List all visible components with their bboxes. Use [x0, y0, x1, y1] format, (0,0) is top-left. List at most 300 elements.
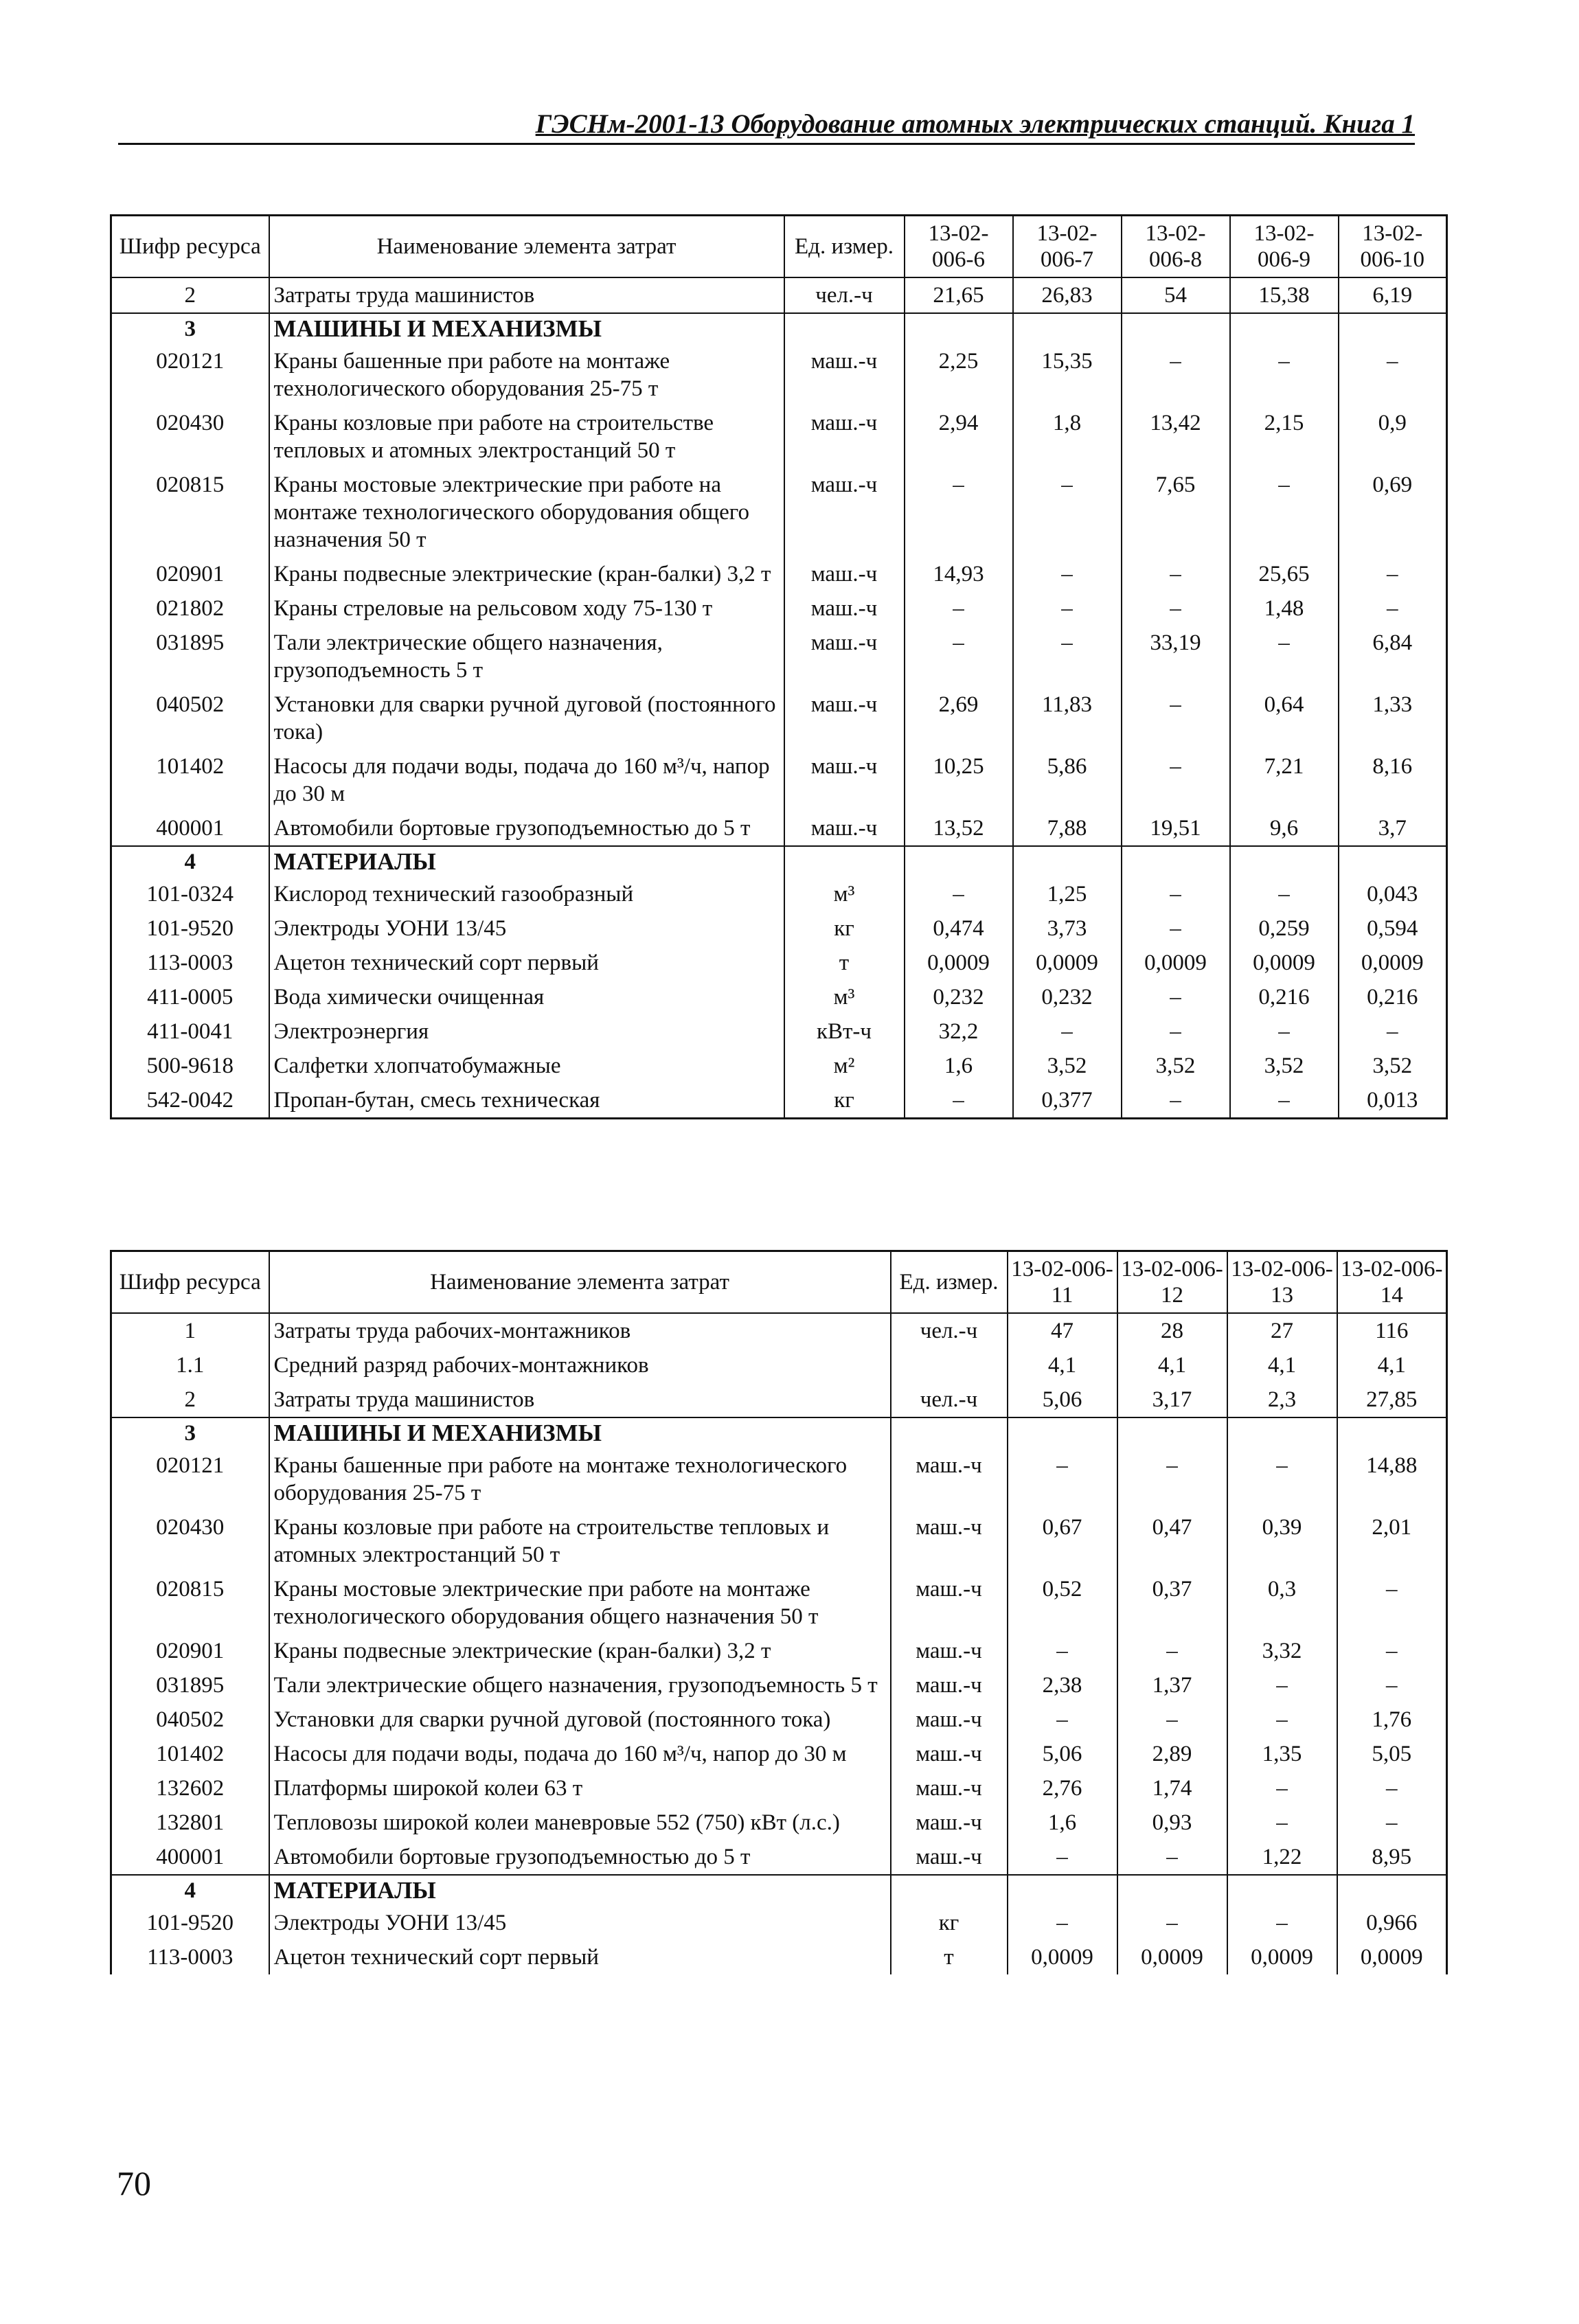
resource-code-cell: 542-0042: [111, 1083, 269, 1119]
value-cell: 1,35: [1227, 1737, 1337, 1771]
resource-name-cell: Электроэнергия: [269, 1014, 784, 1049]
resource-name-cell: Тали электрические общего назначения, грузоподъемность 5 т: [269, 1668, 891, 1702]
table-row: [111, 1906, 1447, 1940]
value-cell: 0,0009: [1337, 1940, 1447, 1974]
page-number: 70: [117, 2164, 151, 2202]
resource-code-cell: 020430: [111, 1510, 269, 1572]
column-header-name: Наименование элемента затрат: [269, 216, 784, 278]
value-cell: [1339, 313, 1447, 344]
value-cell: 25,65: [1230, 557, 1339, 591]
resource-code-cell: 021802: [111, 591, 269, 626]
page-header-title: ГЭСНм-2001-13 Оборудование атомных электрических станций. Книга 1: [535, 109, 1415, 139]
value-cell: 0,0009: [1227, 1940, 1337, 1974]
resource-code-cell: 400001: [111, 811, 269, 846]
value-cell: 0,37: [1117, 1572, 1227, 1634]
value-cell: 32,2: [905, 1014, 1013, 1049]
resource-code-cell: 400001: [111, 1840, 269, 1875]
value-cell: –: [1122, 591, 1230, 626]
column-header-code: Шифр ресурса: [111, 216, 269, 278]
unit-cell: [891, 1348, 1008, 1382]
resource-code-cell: 500-9618: [111, 1049, 269, 1083]
resource-code-cell: 113-0003: [111, 946, 269, 980]
value-cell: 33,19: [1122, 626, 1230, 687]
value-cell: 4,1: [1227, 1348, 1337, 1382]
value-cell: 2,76: [1008, 1771, 1117, 1805]
value-cell: –: [1122, 1014, 1230, 1049]
table-row: [111, 1348, 1447, 1382]
unit-cell: маш.-ч: [891, 1771, 1008, 1805]
value-cell: 2,15: [1230, 406, 1339, 468]
value-cell: 54: [1122, 277, 1230, 313]
value-cell: –: [905, 591, 1013, 626]
unit-cell: [784, 313, 905, 344]
column-header-norm: 13-02-006-13: [1227, 1251, 1337, 1314]
value-cell: 0,0009: [1117, 1940, 1227, 1974]
resource-name-cell: Ацетон технический сорт первый: [269, 946, 784, 980]
value-cell: 13,52: [905, 811, 1013, 846]
value-cell: –: [1230, 468, 1339, 557]
table-row: [111, 1702, 1447, 1737]
resource-name-cell: Вода химически очищенная: [269, 980, 784, 1014]
header-rule: [118, 143, 1415, 145]
value-cell: –: [905, 1083, 1013, 1119]
value-cell: –: [1230, 877, 1339, 911]
value-cell: –: [1117, 1448, 1227, 1510]
value-cell: [1122, 846, 1230, 877]
value-cell: –: [905, 877, 1013, 911]
table-row: [111, 911, 1447, 946]
table-row: [111, 626, 1447, 687]
unit-cell: маш.-ч: [784, 344, 905, 406]
unit-cell: маш.-ч: [784, 406, 905, 468]
resource-code-cell: 3: [111, 1417, 269, 1448]
unit-cell: т: [891, 1940, 1008, 1974]
unit-cell: маш.-ч: [891, 1668, 1008, 1702]
value-cell: –: [1339, 1014, 1447, 1049]
value-cell: 0,3: [1227, 1572, 1337, 1634]
value-cell: 15,38: [1230, 277, 1339, 313]
value-cell: 1,74: [1117, 1771, 1227, 1805]
resource-code-cell: 2: [111, 277, 269, 313]
resource-code-cell: 031895: [111, 626, 269, 687]
unit-cell: маш.-ч: [784, 687, 905, 749]
column-header-code: Шифр ресурса: [111, 1251, 269, 1314]
table-row: [111, 1668, 1447, 1702]
section-row: [111, 313, 1447, 344]
value-cell: 0,232: [1013, 980, 1122, 1014]
resource-name-cell: Салфетки хлопчатобумажные: [269, 1049, 784, 1083]
resource-code-cell: 411-0005: [111, 980, 269, 1014]
value-cell: –: [1230, 1014, 1339, 1049]
table-row: [111, 749, 1447, 811]
column-header-norm: 13-02-006-8: [1122, 216, 1230, 278]
value-cell: 3,7: [1339, 811, 1447, 846]
resource-code-cell: 040502: [111, 1702, 269, 1737]
value-cell: 4,1: [1117, 1348, 1227, 1382]
resource-name-cell: Краны башенные при работе на монтаже технологического оборудования 25-75 т: [269, 344, 784, 406]
column-header-norm: 13-02-006-6: [905, 216, 1013, 278]
value-cell: 11,83: [1013, 687, 1122, 749]
resource-name-cell: Установки для сварки ручной дуговой (постоянного тока): [269, 1702, 891, 1737]
resource-name-cell: Краны подвесные электрические (кран-балки) 3,2 т: [269, 557, 784, 591]
value-cell: 1,8: [1013, 406, 1122, 468]
table-row: [111, 811, 1447, 846]
unit-cell: маш.-ч: [891, 1572, 1008, 1634]
value-cell: 9,6: [1230, 811, 1339, 846]
section-row: [111, 1417, 1447, 1448]
table-row: [111, 1940, 1447, 1974]
value-cell: –: [1227, 1771, 1337, 1805]
resource-name-cell: Автомобили бортовые грузоподъемностью до 5 т: [269, 1840, 891, 1875]
value-cell: 21,65: [905, 277, 1013, 313]
resource-name-cell: Средний разряд рабочих-монтажников: [269, 1348, 891, 1382]
column-header-norm: 13-02-006-9: [1230, 216, 1339, 278]
value-cell: 1,6: [1008, 1805, 1117, 1840]
column-header-norm: 13-02-006-12: [1117, 1251, 1227, 1314]
value-cell: –: [1337, 1572, 1447, 1634]
unit-cell: кг: [784, 1083, 905, 1119]
value-cell: –: [1122, 557, 1230, 591]
value-cell: [1227, 1875, 1337, 1906]
value-cell: 5,05: [1337, 1737, 1447, 1771]
resource-code-cell: 101402: [111, 749, 269, 811]
value-cell: –: [1117, 1634, 1227, 1668]
value-cell: –: [1337, 1668, 1447, 1702]
value-cell: –: [1230, 1083, 1339, 1119]
value-cell: [1008, 1875, 1117, 1906]
resource-name-cell: Затраты труда рабочих-монтажников: [269, 1313, 891, 1348]
value-cell: 5,06: [1008, 1737, 1117, 1771]
resource-name-cell: Насосы для подачи воды, подача до 160 м³/ч, напор до 30 м: [269, 749, 784, 811]
value-cell: 1,76: [1337, 1702, 1447, 1737]
table-row: [111, 980, 1447, 1014]
table-row: [111, 1737, 1447, 1771]
value-cell: –: [1008, 1906, 1117, 1940]
value-cell: 3,17: [1117, 1382, 1227, 1417]
resource-name-cell: Ацетон технический сорт первый: [269, 1940, 891, 1974]
resource-code-cell: 101402: [111, 1737, 269, 1771]
value-cell: 1,37: [1117, 1668, 1227, 1702]
unit-cell: маш.-ч: [784, 626, 905, 687]
value-cell: –: [1008, 1840, 1117, 1875]
value-cell: 0,0009: [1230, 946, 1339, 980]
value-cell: 2,38: [1008, 1668, 1117, 1702]
table-row: [111, 344, 1447, 406]
value-cell: [1013, 846, 1122, 877]
unit-cell: кг: [891, 1906, 1008, 1940]
value-cell: 7,21: [1230, 749, 1339, 811]
value-cell: 2,01: [1337, 1510, 1447, 1572]
value-cell: 0,0009: [1008, 1940, 1117, 1974]
resource-name-cell: Затраты труда машинистов: [269, 277, 784, 313]
value-cell: –: [905, 626, 1013, 687]
value-cell: 0,043: [1339, 877, 1447, 911]
unit-cell: маш.-ч: [891, 1737, 1008, 1771]
value-cell: 5,86: [1013, 749, 1122, 811]
table-row: [111, 1840, 1447, 1875]
value-cell: 0,0009: [1339, 946, 1447, 980]
value-cell: 27: [1227, 1313, 1337, 1348]
resource-code-cell: 020815: [111, 468, 269, 557]
value-cell: –: [1230, 626, 1339, 687]
value-cell: 0,377: [1013, 1083, 1122, 1119]
value-cell: 3,52: [1122, 1049, 1230, 1083]
value-cell: [1117, 1875, 1227, 1906]
value-cell: 15,35: [1013, 344, 1122, 406]
unit-cell: маш.-ч: [784, 468, 905, 557]
resource-code-cell: 4: [111, 846, 269, 877]
value-cell: [905, 313, 1013, 344]
resource-code-cell: 113-0003: [111, 1940, 269, 1974]
value-cell: 0,259: [1230, 911, 1339, 946]
value-cell: [1227, 1417, 1337, 1448]
value-cell: 0,93: [1117, 1805, 1227, 1840]
value-cell: –: [1122, 911, 1230, 946]
column-header-unit: Ед. измер.: [891, 1251, 1008, 1314]
value-cell: –: [1008, 1634, 1117, 1668]
unit-cell: кг: [784, 911, 905, 946]
value-cell: 8,16: [1339, 749, 1447, 811]
unit-cell: маш.-ч: [784, 749, 905, 811]
value-cell: 6,84: [1339, 626, 1447, 687]
unit-cell: кВт-ч: [784, 1014, 905, 1049]
value-cell: 0,216: [1230, 980, 1339, 1014]
value-cell: 19,51: [1122, 811, 1230, 846]
value-cell: –: [1337, 1634, 1447, 1668]
value-cell: –: [1122, 877, 1230, 911]
table-row: [111, 1448, 1447, 1510]
unit-cell: [891, 1875, 1008, 1906]
value-cell: 0,013: [1339, 1083, 1447, 1119]
resource-name-cell: Установки для сварки ручной дуговой (постоянного тока): [269, 687, 784, 749]
value-cell: [1337, 1875, 1447, 1906]
value-cell: –: [1230, 344, 1339, 406]
resource-name-cell: Тепловозы широкой колеи маневровые 552 (750) кВт (л.с.): [269, 1805, 891, 1840]
resource-code-cell: 020901: [111, 557, 269, 591]
value-cell: 3,32: [1227, 1634, 1337, 1668]
table-row: [111, 1805, 1447, 1840]
resource-code-cell: 101-9520: [111, 1906, 269, 1940]
value-cell: [1117, 1417, 1227, 1448]
column-header-norm: 13-02-006-11: [1008, 1251, 1117, 1314]
value-cell: [1230, 846, 1339, 877]
resource-name-cell: МАШИНЫ И МЕХАНИЗМЫ: [269, 313, 784, 344]
value-cell: –: [1339, 557, 1447, 591]
value-cell: –: [1122, 1083, 1230, 1119]
value-cell: 3,52: [1230, 1049, 1339, 1083]
value-cell: 8,95: [1337, 1840, 1447, 1875]
resource-name-cell: МАТЕРИАЛЫ: [269, 1875, 891, 1906]
unit-cell: [784, 846, 905, 877]
value-cell: [1013, 313, 1122, 344]
unit-cell: м³: [784, 980, 905, 1014]
value-cell: [1339, 846, 1447, 877]
unit-cell: маш.-ч: [891, 1448, 1008, 1510]
table-row: [111, 1083, 1447, 1119]
unit-cell: маш.-ч: [891, 1840, 1008, 1875]
unit-cell: маш.-ч: [891, 1510, 1008, 1572]
resource-code-cell: 101-0324: [111, 877, 269, 911]
value-cell: 7,88: [1013, 811, 1122, 846]
resource-code-cell: 020121: [111, 1448, 269, 1510]
table-row: [111, 1634, 1447, 1668]
unit-cell: маш.-ч: [784, 591, 905, 626]
unit-cell: чел.-ч: [891, 1382, 1008, 1417]
resource-code-cell: 020901: [111, 1634, 269, 1668]
value-cell: –: [905, 468, 1013, 557]
unit-cell: чел.-ч: [784, 277, 905, 313]
resource-name-cell: Краны стреловые на рельсовом ходу 75-130 т: [269, 591, 784, 626]
column-header-norm: 13-02-006-7: [1013, 216, 1122, 278]
table-row: [111, 687, 1447, 749]
unit-cell: маш.-ч: [891, 1805, 1008, 1840]
value-cell: 0,594: [1339, 911, 1447, 946]
value-cell: 3,73: [1013, 911, 1122, 946]
value-cell: 3,52: [1013, 1049, 1122, 1083]
value-cell: 0,966: [1337, 1906, 1447, 1940]
value-cell: –: [1122, 344, 1230, 406]
value-cell: 14,93: [905, 557, 1013, 591]
value-cell: –: [1227, 1448, 1337, 1510]
value-cell: –: [1013, 626, 1122, 687]
table-row: [111, 557, 1447, 591]
resource-name-cell: Краны мостовые электрические при работе на монтаже технологического оборудования общего назначения 50 т: [269, 1572, 891, 1634]
column-header-unit: Ед. измер.: [784, 216, 905, 278]
value-cell: 0,67: [1008, 1510, 1117, 1572]
value-cell: 2,25: [905, 344, 1013, 406]
value-cell: 0,9: [1339, 406, 1447, 468]
value-cell: –: [1227, 1906, 1337, 1940]
resource-code-cell: 4: [111, 1875, 269, 1906]
resource-name-cell: Краны козловые при работе на строительстве тепловых и атомных электростанций 50 т: [269, 406, 784, 468]
value-cell: 0,232: [905, 980, 1013, 1014]
resource-code-cell: 411-0041: [111, 1014, 269, 1049]
resource-name-cell: Электроды УОНИ 13/45: [269, 1906, 891, 1940]
resource-name-cell: Краны башенные при работе на монтаже технологического оборудования 25-75 т: [269, 1448, 891, 1510]
table-row: [111, 406, 1447, 468]
value-cell: 0,0009: [1013, 946, 1122, 980]
value-cell: 1,25: [1013, 877, 1122, 911]
table-row: [111, 1049, 1447, 1083]
unit-cell: маш.-ч: [784, 811, 905, 846]
unit-cell: [891, 1417, 1008, 1448]
resource-name-cell: Платформы широкой колеи 63 т: [269, 1771, 891, 1805]
resource-name-cell: Тали электрические общего назначения, грузоподъемность 5 т: [269, 626, 784, 687]
resource-name-cell: Кислород технический газообразный: [269, 877, 784, 911]
unit-cell: маш.-ч: [891, 1634, 1008, 1668]
value-cell: 0,0009: [1122, 946, 1230, 980]
value-cell: –: [1122, 687, 1230, 749]
value-cell: 1,22: [1227, 1840, 1337, 1875]
unit-cell: чел.-ч: [891, 1313, 1008, 1348]
table-row: [111, 468, 1447, 557]
column-header-name: Наименование элемента затрат: [269, 1251, 891, 1314]
resource-name-cell: Краны подвесные электрические (кран-балки) 3,2 т: [269, 1634, 891, 1668]
resource-name-cell: МАТЕРИАЛЫ: [269, 846, 784, 877]
value-cell: 1,33: [1339, 687, 1447, 749]
value-cell: –: [1122, 749, 1230, 811]
table-row: [111, 877, 1447, 911]
table-row: [111, 1771, 1447, 1805]
value-cell: 2,94: [905, 406, 1013, 468]
resource-code-cell: 1: [111, 1313, 269, 1348]
value-cell: 2,69: [905, 687, 1013, 749]
value-cell: 0,69: [1339, 468, 1447, 557]
value-cell: 6,19: [1339, 277, 1447, 313]
resource-name-cell: Затраты труда машинистов: [269, 1382, 891, 1417]
resource-name-cell: Краны мостовые электрические при работе на монтаже технологического оборудования общего назначения 50 т: [269, 468, 784, 557]
value-cell: –: [1008, 1702, 1117, 1737]
value-cell: 28: [1117, 1313, 1227, 1348]
table-row: [111, 591, 1447, 626]
resource-code-cell: 132801: [111, 1805, 269, 1840]
resource-code-cell: 2: [111, 1382, 269, 1417]
resource-code-cell: 020430: [111, 406, 269, 468]
value-cell: 5,06: [1008, 1382, 1117, 1417]
value-cell: 0,216: [1339, 980, 1447, 1014]
value-cell: 14,88: [1337, 1448, 1447, 1510]
value-cell: –: [1337, 1771, 1447, 1805]
value-cell: [1122, 313, 1230, 344]
value-cell: 0,474: [905, 911, 1013, 946]
value-cell: 1,6: [905, 1049, 1013, 1083]
value-cell: –: [1227, 1805, 1337, 1840]
table-row: [111, 277, 1447, 313]
resource-code-cell: 020121: [111, 344, 269, 406]
value-cell: [1337, 1417, 1447, 1448]
value-cell: 0,52: [1008, 1572, 1117, 1634]
value-cell: [1230, 313, 1339, 344]
resource-name-cell: Электроды УОНИ 13/45: [269, 911, 784, 946]
resource-name-cell: Насосы для подачи воды, подача до 160 м³/ч, напор до 30 м: [269, 1737, 891, 1771]
resource-code-cell: 031895: [111, 1668, 269, 1702]
value-cell: –: [1013, 557, 1122, 591]
resource-table-2: [110, 1250, 1448, 1974]
column-header-norm: 13-02-006-14: [1337, 1251, 1447, 1314]
resource-code-cell: 3: [111, 313, 269, 344]
value-cell: 47: [1008, 1313, 1117, 1348]
value-cell: –: [1008, 1448, 1117, 1510]
table-row: [111, 946, 1447, 980]
value-cell: 0,0009: [905, 946, 1013, 980]
resource-code-cell: 101-9520: [111, 911, 269, 946]
value-cell: 26,83: [1013, 277, 1122, 313]
value-cell: –: [1117, 1906, 1227, 1940]
resource-name-cell: Краны козловые при работе на строительстве тепловых и атомных электростанций 50 т: [269, 1510, 891, 1572]
unit-cell: т: [784, 946, 905, 980]
value-cell: –: [1227, 1668, 1337, 1702]
value-cell: 13,42: [1122, 406, 1230, 468]
value-cell: 4,1: [1008, 1348, 1117, 1382]
value-cell: –: [1339, 591, 1447, 626]
value-cell: –: [1227, 1702, 1337, 1737]
unit-cell: м³: [784, 877, 905, 911]
value-cell: –: [1337, 1805, 1447, 1840]
resource-code-cell: 020815: [111, 1572, 269, 1634]
section-row: [111, 846, 1447, 877]
value-cell: 4,1: [1337, 1348, 1447, 1382]
resource-name-cell: МАШИНЫ И МЕХАНИЗМЫ: [269, 1417, 891, 1448]
value-cell: 0,64: [1230, 687, 1339, 749]
resource-table-1: [110, 214, 1448, 1119]
table-row: [111, 1014, 1447, 1049]
resource-code-cell: 132602: [111, 1771, 269, 1805]
table-header-row: [111, 216, 1447, 278]
unit-cell: м²: [784, 1049, 905, 1083]
value-cell: 7,65: [1122, 468, 1230, 557]
table-row: [111, 1510, 1447, 1572]
table-header-row: [111, 1251, 1447, 1314]
